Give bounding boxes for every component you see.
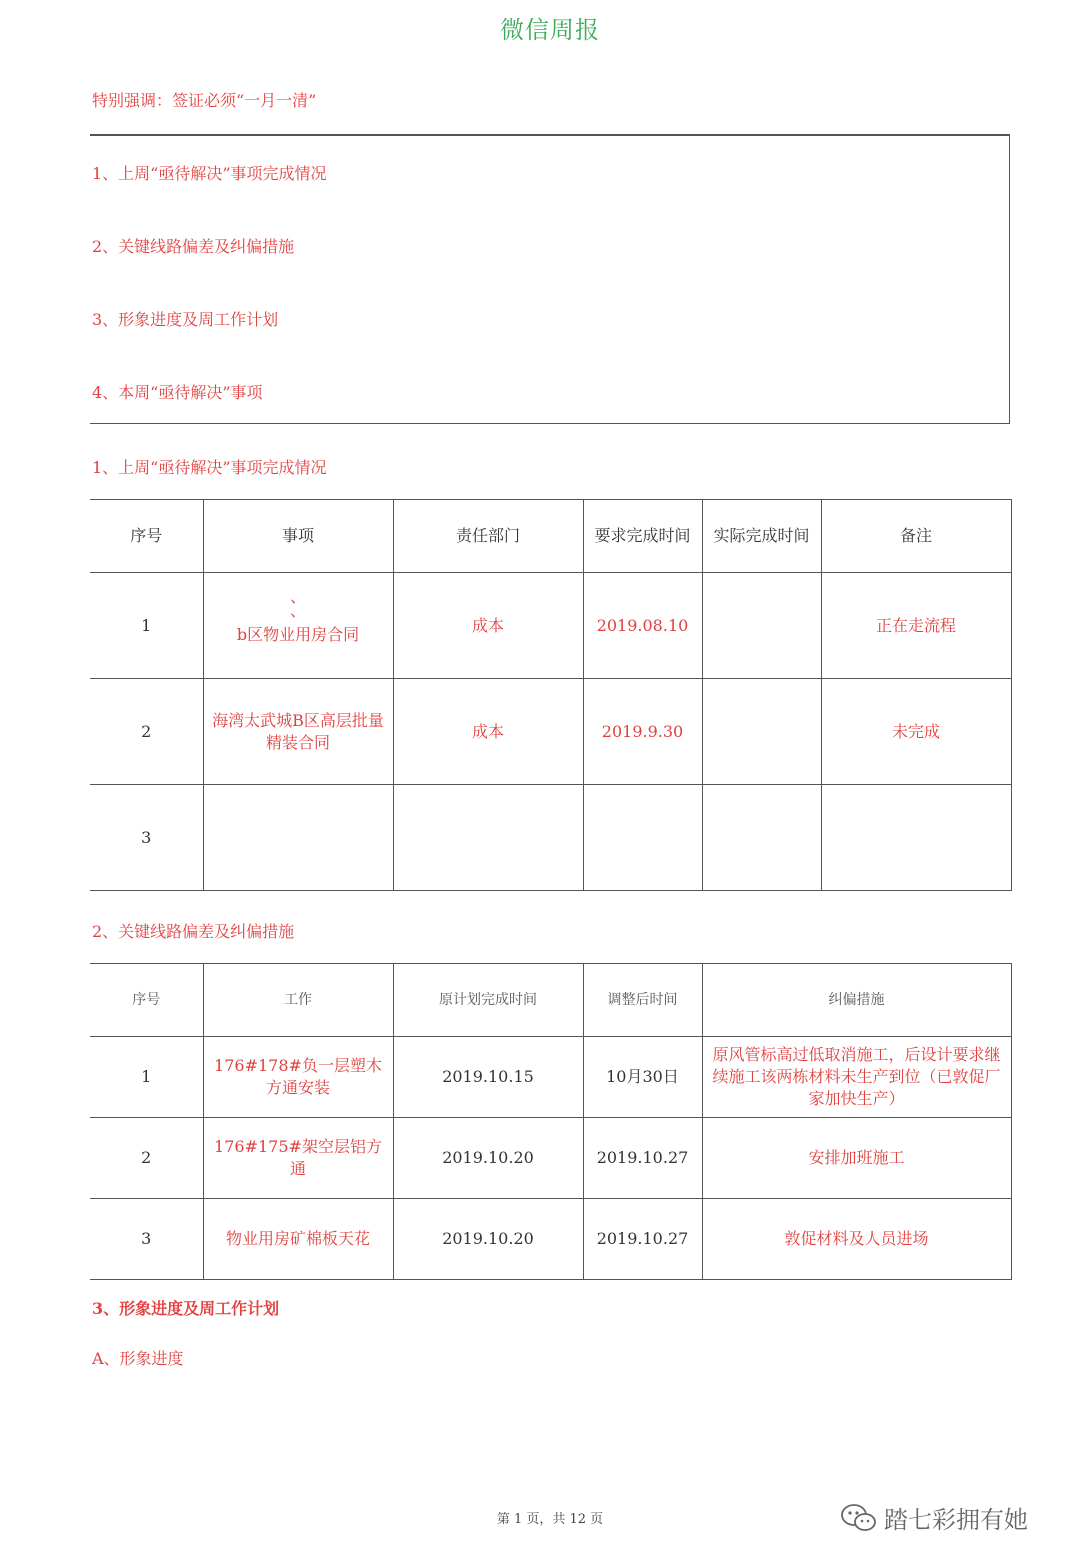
col-header-note: 备注 [821,500,1011,573]
table-pending-issues [90,499,1012,891]
cell-note [821,785,1011,891]
toc-item-1: 1、上周“亟待解决”事项完成情况 [92,164,327,183]
cell-adjusted: 10月30日 [583,1037,702,1118]
col-header-due: 要求完成时间 [583,500,702,573]
cell-no: 3 [90,785,203,891]
cell-due: 2019.9.30 [583,679,702,785]
page-footer: 第 1 页，共 12 页 [496,1512,604,1527]
table-row [90,573,1011,679]
cell-actual [702,573,821,679]
cell-note: 正在走流程 [821,573,1011,679]
cell-no: 2 [90,679,203,785]
table-header-row [90,500,1011,573]
col-header-work: 工作 [203,964,393,1037]
cell-planned: 2019.10.15 [393,1037,583,1118]
section3-heading: 3、形象进度及周工作计划 [92,1299,280,1318]
cell-measure: 敦促材料及人员进场 [702,1199,1011,1280]
cell-due [583,785,702,891]
toc-box [90,134,1010,424]
table-row [90,1118,1011,1199]
cell-item [203,785,393,891]
cell-mark: 、 、 [289,586,306,620]
col-header-measure: 纠偏措施 [702,964,1011,1037]
col-header-item: 事项 [203,500,393,573]
col-header-dept: 责任部门 [393,500,583,573]
toc-item-4: 4、本周“亟待解决”事项 [92,383,263,402]
toc-item-3: 3、形象进度及周工作计划 [92,310,279,329]
section2-heading: 2、关键线路偏差及纠偏措施 [92,922,295,941]
table-header-row [90,964,1011,1037]
cell-due: 2019.08.10 [583,573,702,679]
table-row [90,679,1011,785]
watermark [840,1500,1028,1535]
cell-item [203,573,393,679]
cell-dept [393,785,583,891]
cell-note: 未完成 [821,679,1011,785]
col-header-adjusted: 调整后时间 [583,964,702,1037]
table-row [90,1037,1011,1118]
cell-measure: 原风管标高过低取消施工，后设计要求继续施工该两栋材料未生产到位（已敦促厂家加快生产） [702,1037,1011,1118]
cell-actual [702,785,821,891]
cell-dept: 成本 [393,573,583,679]
toc-item-2: 2、关键线路偏差及纠偏措施 [92,237,295,256]
cell-no: 2 [90,1118,203,1199]
cell-dept: 成本 [393,679,583,785]
col-header-actual: 实际完成时间 [702,500,821,573]
special-notice: 特别强调：签证必须“一月一清” [92,91,317,110]
cell-work: 176#175#架空层铝方通 [203,1118,393,1199]
cell-adjusted: 2019.10.27 [583,1199,702,1280]
table-row [90,785,1011,891]
cell-no: 1 [90,573,203,679]
cell-actual [702,679,821,785]
document-title: 微信周报 [500,16,600,44]
col-header-planned: 原计划完成时间 [393,964,583,1037]
col-header-no: 序号 [90,964,203,1037]
cell-measure: 安排加班施工 [702,1118,1011,1199]
cell-no: 1 [90,1037,203,1118]
cell-planned: 2019.10.20 [393,1118,583,1199]
section1-heading: 1、上周“亟待解决”事项完成情况 [92,458,327,477]
wechat-icon [840,1503,878,1533]
cell-work: 物业用房矿棉板天花 [203,1199,393,1280]
cell-item-text: b区物业用房合同 [236,624,360,644]
cell-planned: 2019.10.20 [393,1199,583,1280]
watermark-text: 踏七彩拥有她 [884,1506,1028,1534]
cell-item: 海湾太武城B区高层批量精装合同 [203,679,393,785]
section3-subheading: A、形象进度 [92,1349,184,1368]
cell-work: 176#178#负一层塑木方通安装 [203,1037,393,1118]
table-critical-path [90,963,1012,1280]
col-header-no: 序号 [90,500,203,573]
cell-no: 3 [90,1199,203,1280]
table-row [90,1199,1011,1280]
cell-adjusted: 2019.10.27 [583,1118,702,1199]
